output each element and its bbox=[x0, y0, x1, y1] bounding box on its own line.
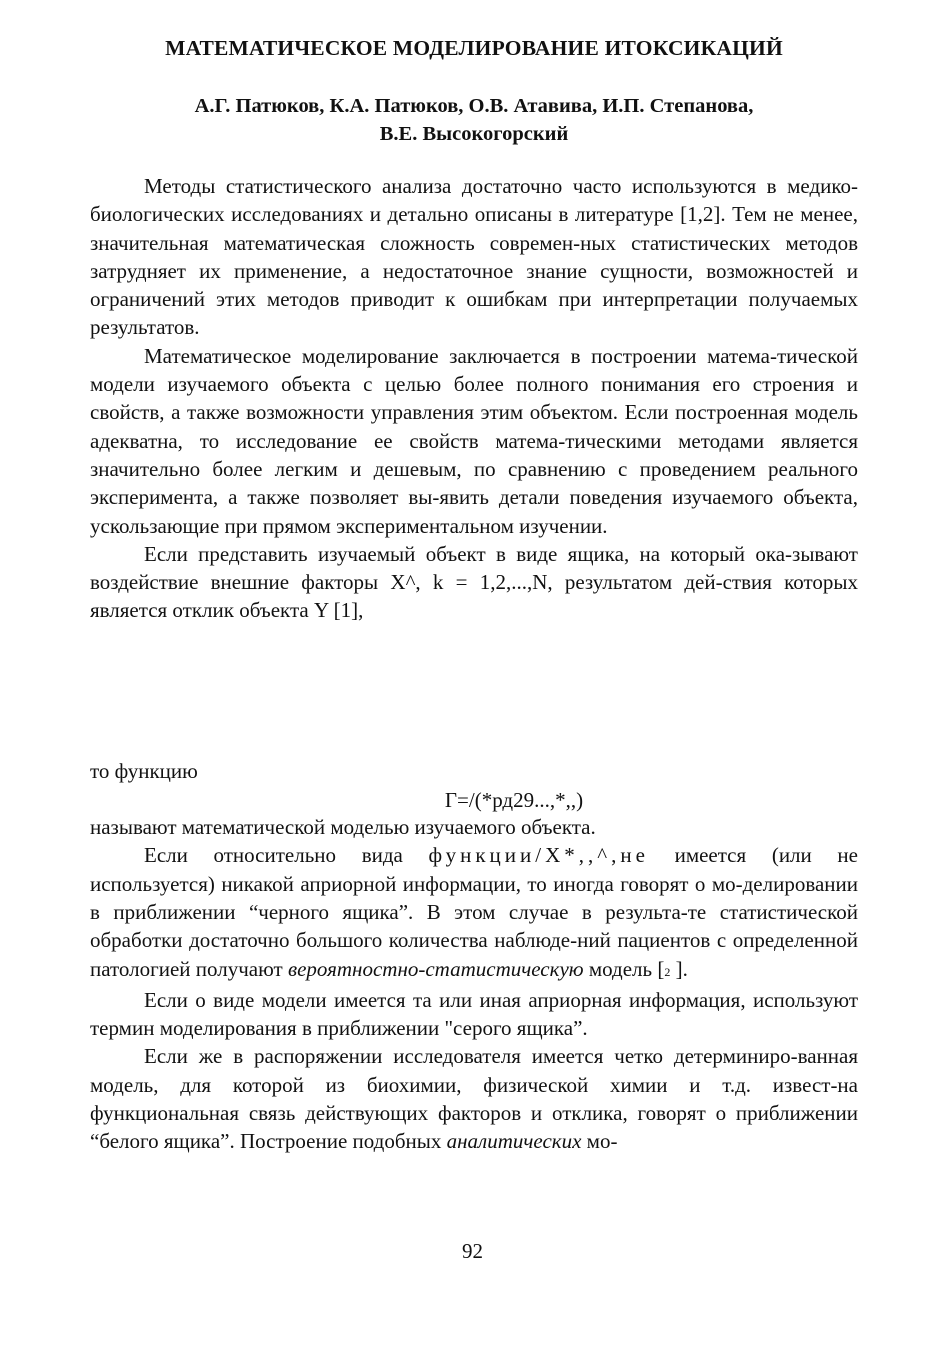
paragraph-5: называют математической моделью изучаемого объекта. bbox=[90, 815, 596, 840]
authors-line-1: А.Г. Патюков, К.А. Патюков, О.В. Атавива, И.П. Степанова, bbox=[194, 95, 754, 117]
paragraph-6-italic-term: вероятностно-статистическую bbox=[287, 956, 584, 981]
paragraph-6-spaced-text: функции/X*,,^,не bbox=[428, 843, 649, 868]
paragraph-6-part-g: ]. bbox=[670, 956, 688, 981]
page-number: 92 bbox=[462, 1239, 483, 1263]
paragraph-8-part-c: мо- bbox=[581, 1129, 618, 1154]
paragraph-4: то функцию bbox=[90, 758, 198, 783]
paragraph-6-part-e: модель [ bbox=[583, 956, 665, 981]
article-body bbox=[90, 172, 858, 1156]
paragraph-7: Если о виде модели имеется та или иная априорная информация, используют термин моделирования в приближении "серого ящика”. bbox=[90, 987, 858, 1041]
paragraph-6 bbox=[90, 841, 858, 985]
paragraph-8 bbox=[90, 1042, 858, 1155]
model-formula: Г=/(*рд29...,*,,) bbox=[444, 788, 584, 813]
paragraph-6-citation: 2 bbox=[664, 964, 671, 979]
paragraph-1: Методы статистического анализа достаточно часто используются в медико-биологических исследованиях и детально описаны в литературе [1,2]. Тем не менее, значительная математическая сложность современ-ных статистических методов затрудняет их применение, а недостаточное знание сущности, возможностей и ограничений этих методов приводит к ошибкам при интерпретации получаемых результатов. bbox=[90, 174, 858, 340]
blank-figure-space bbox=[90, 625, 858, 757]
paragraph-3: Если представить изучаемый объект в виде ящика, на который ока-зывают воздействие внешние факторы X^, k = 1,2,...,N, результатом дей-ствия которых является отклик объекта Y [1], bbox=[90, 541, 858, 623]
article-title: МАТЕМАТИЧЕСКОЕ МОДЕЛИРОВАНИЕ ИТОКСИКАЦИЙ bbox=[165, 36, 783, 60]
paragraph-6-part-a: Если относительно вида bbox=[144, 843, 429, 868]
paragraph-2: Математическое моделирование заключается в построении матема-тической модели изучаемого объекта с целью более полного понимания его строения и свойств, а также возможности управления этим объектом. Если построенная модель адекватна, то исследование ее свойств матема-тическими методами является значительно более легким и дешевым, по сравнению с проведением реального эксперимента, а также позволяет вы-явить детали поведения изучаемого объекта, ускользающие при прямом экспериментальном изучении. bbox=[90, 343, 858, 538]
authors-block bbox=[90, 92, 858, 148]
paragraph-8-part-a: Если же в распоряжении исследователя имеется четко детерминиро-ванная модель, для которой из биохимии, физической химии и т.д. извест-на функциональная связь действующих факторов и отклика, говорят о приближении “белого ящика”. Построение подобных bbox=[90, 1044, 858, 1154]
paragraph-6-part-c: имеется (или не используется) никакой априорной информации, то иногда говорят о мо-делировании в приближении “черного ящика”. В этом случае в результа-те статистической обработки достаточно большого количества наблюде-ний пациентов с определенной патологией получают bbox=[90, 843, 858, 981]
page-content bbox=[90, 30, 858, 1156]
authors-line-2: В.Е. Высокогорский bbox=[379, 123, 569, 145]
paragraph-8-italic-term: аналитических bbox=[446, 1129, 582, 1154]
